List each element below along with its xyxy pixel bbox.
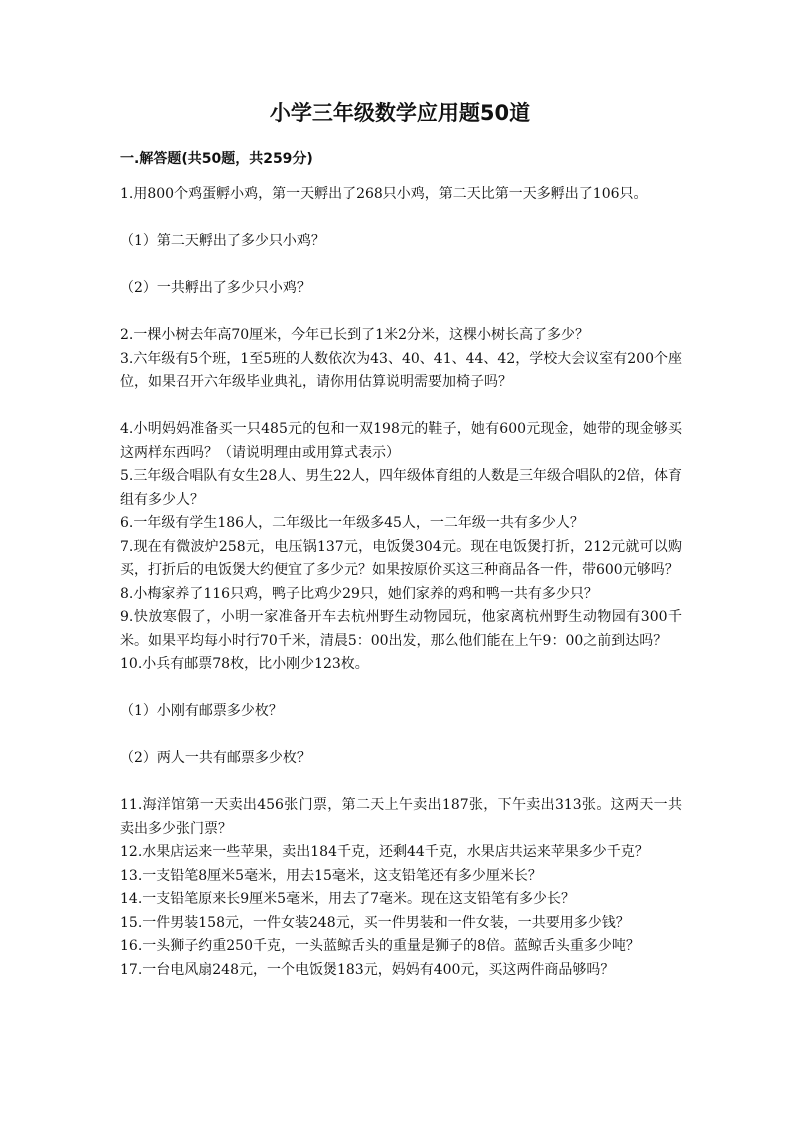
question-1-part-1: （1）第二天孵出了多少只小鸡？	[120, 233, 325, 249]
question-10: 10.小兵有邮票78枚，比小刚少123枚。	[120, 656, 369, 672]
question-15: 15.一件男装158元，一件女装248元，买一件男装和一件女装，一共要用多少钱？	[120, 914, 630, 931]
question-11: 11.海洋馆第一天卖出456张门票，第二天上午卖出187张，下午卖出313张。这两天一共卖出多少张门票？	[120, 797, 682, 837]
question-9: 9.快放寒假了，小明一家准备开车去杭州野生动物园玩，他家离杭州野生动物园有300千米。如果平均每小时行70千米，清晨5：00出发，那么他们能在上午9：00之前到达吗？	[120, 609, 682, 649]
question-1: 1.用800个鸡蛋孵小鸡，第一天孵出了268只小鸡，第二天比第一天多孵出了106只。	[120, 186, 648, 202]
question-17: 17.一台电风扇248元，一个电饭煲183元，妈妈有400元，买这两件商品够吗？	[120, 961, 615, 978]
page-title: 小学三年级数学应用题50道	[269, 101, 531, 125]
question-8: 8.小梅家养了116只鸡，鸭子比鸡少29只，她们家养的鸡和鸭一共有多少只？	[120, 585, 598, 602]
question-12: 12.水果店运来一些苹果，卖出184千克，还剩44千克，水果店共运来苹果多少千克？	[120, 844, 649, 860]
question-7: 7.现在有微波炉258元，电压锅137元，电饭煲304元。现在电饭煲打折，212元就可以购买，打折后的电饭煲大约便宜了多少元？如果按原价买这三种商品各一件，带600元够吗？	[120, 538, 682, 578]
question-16: 16.一头狮子约重250千克，一头蓝鲸舌头的重量是狮子的8倍。蓝鲸舌头重多少吨？	[120, 938, 640, 954]
question-10-part-2: （2）两人一共有邮票多少枚？	[120, 750, 311, 766]
question-4: 4.小明妈妈准备买一只485元的包和一双198元的鞋子，她有600元现金，她带的现金够买这两样东西吗？（请说明理由或用算式表示）	[120, 421, 682, 461]
section-heading: 一.解答题(共50题，共259分)	[120, 151, 313, 167]
question-6: 6.一年级有学生186人，二年级比一年级多45人，一二年级一共有多少人？	[120, 515, 584, 531]
question-2: 2.一棵小树去年高70厘米，今年已长到了1米2分米，这棵小树长高了多少？	[120, 327, 589, 343]
question-1-part-2: （2）一共孵出了多少只小鸡？	[120, 280, 311, 296]
question-3: 3.六年级有5个班，1至5班的人数依次为43、40、41、44、42，学校大会议室有200个座位，如果召开六年级毕业典礼，请你用估算说明需要加椅子吗？	[120, 350, 682, 390]
question-5: 5.三年级合唱队有女生28人、男生22人，四年级体育组的人数是三年级合唱队的2倍，体育组有多少人？	[120, 468, 682, 508]
question-13: 13.一支铅笔8厘米5毫米，用去15毫米，这支铅笔还有多少厘米长？	[120, 867, 542, 884]
question-14: 14.一支铅笔原来长9厘米5毫米，用去了7毫米。现在这支铅笔有多少长？	[120, 891, 575, 907]
question-10-part-1: （1）小刚有邮票多少枚？	[120, 703, 283, 719]
question-list	[120, 183, 682, 982]
